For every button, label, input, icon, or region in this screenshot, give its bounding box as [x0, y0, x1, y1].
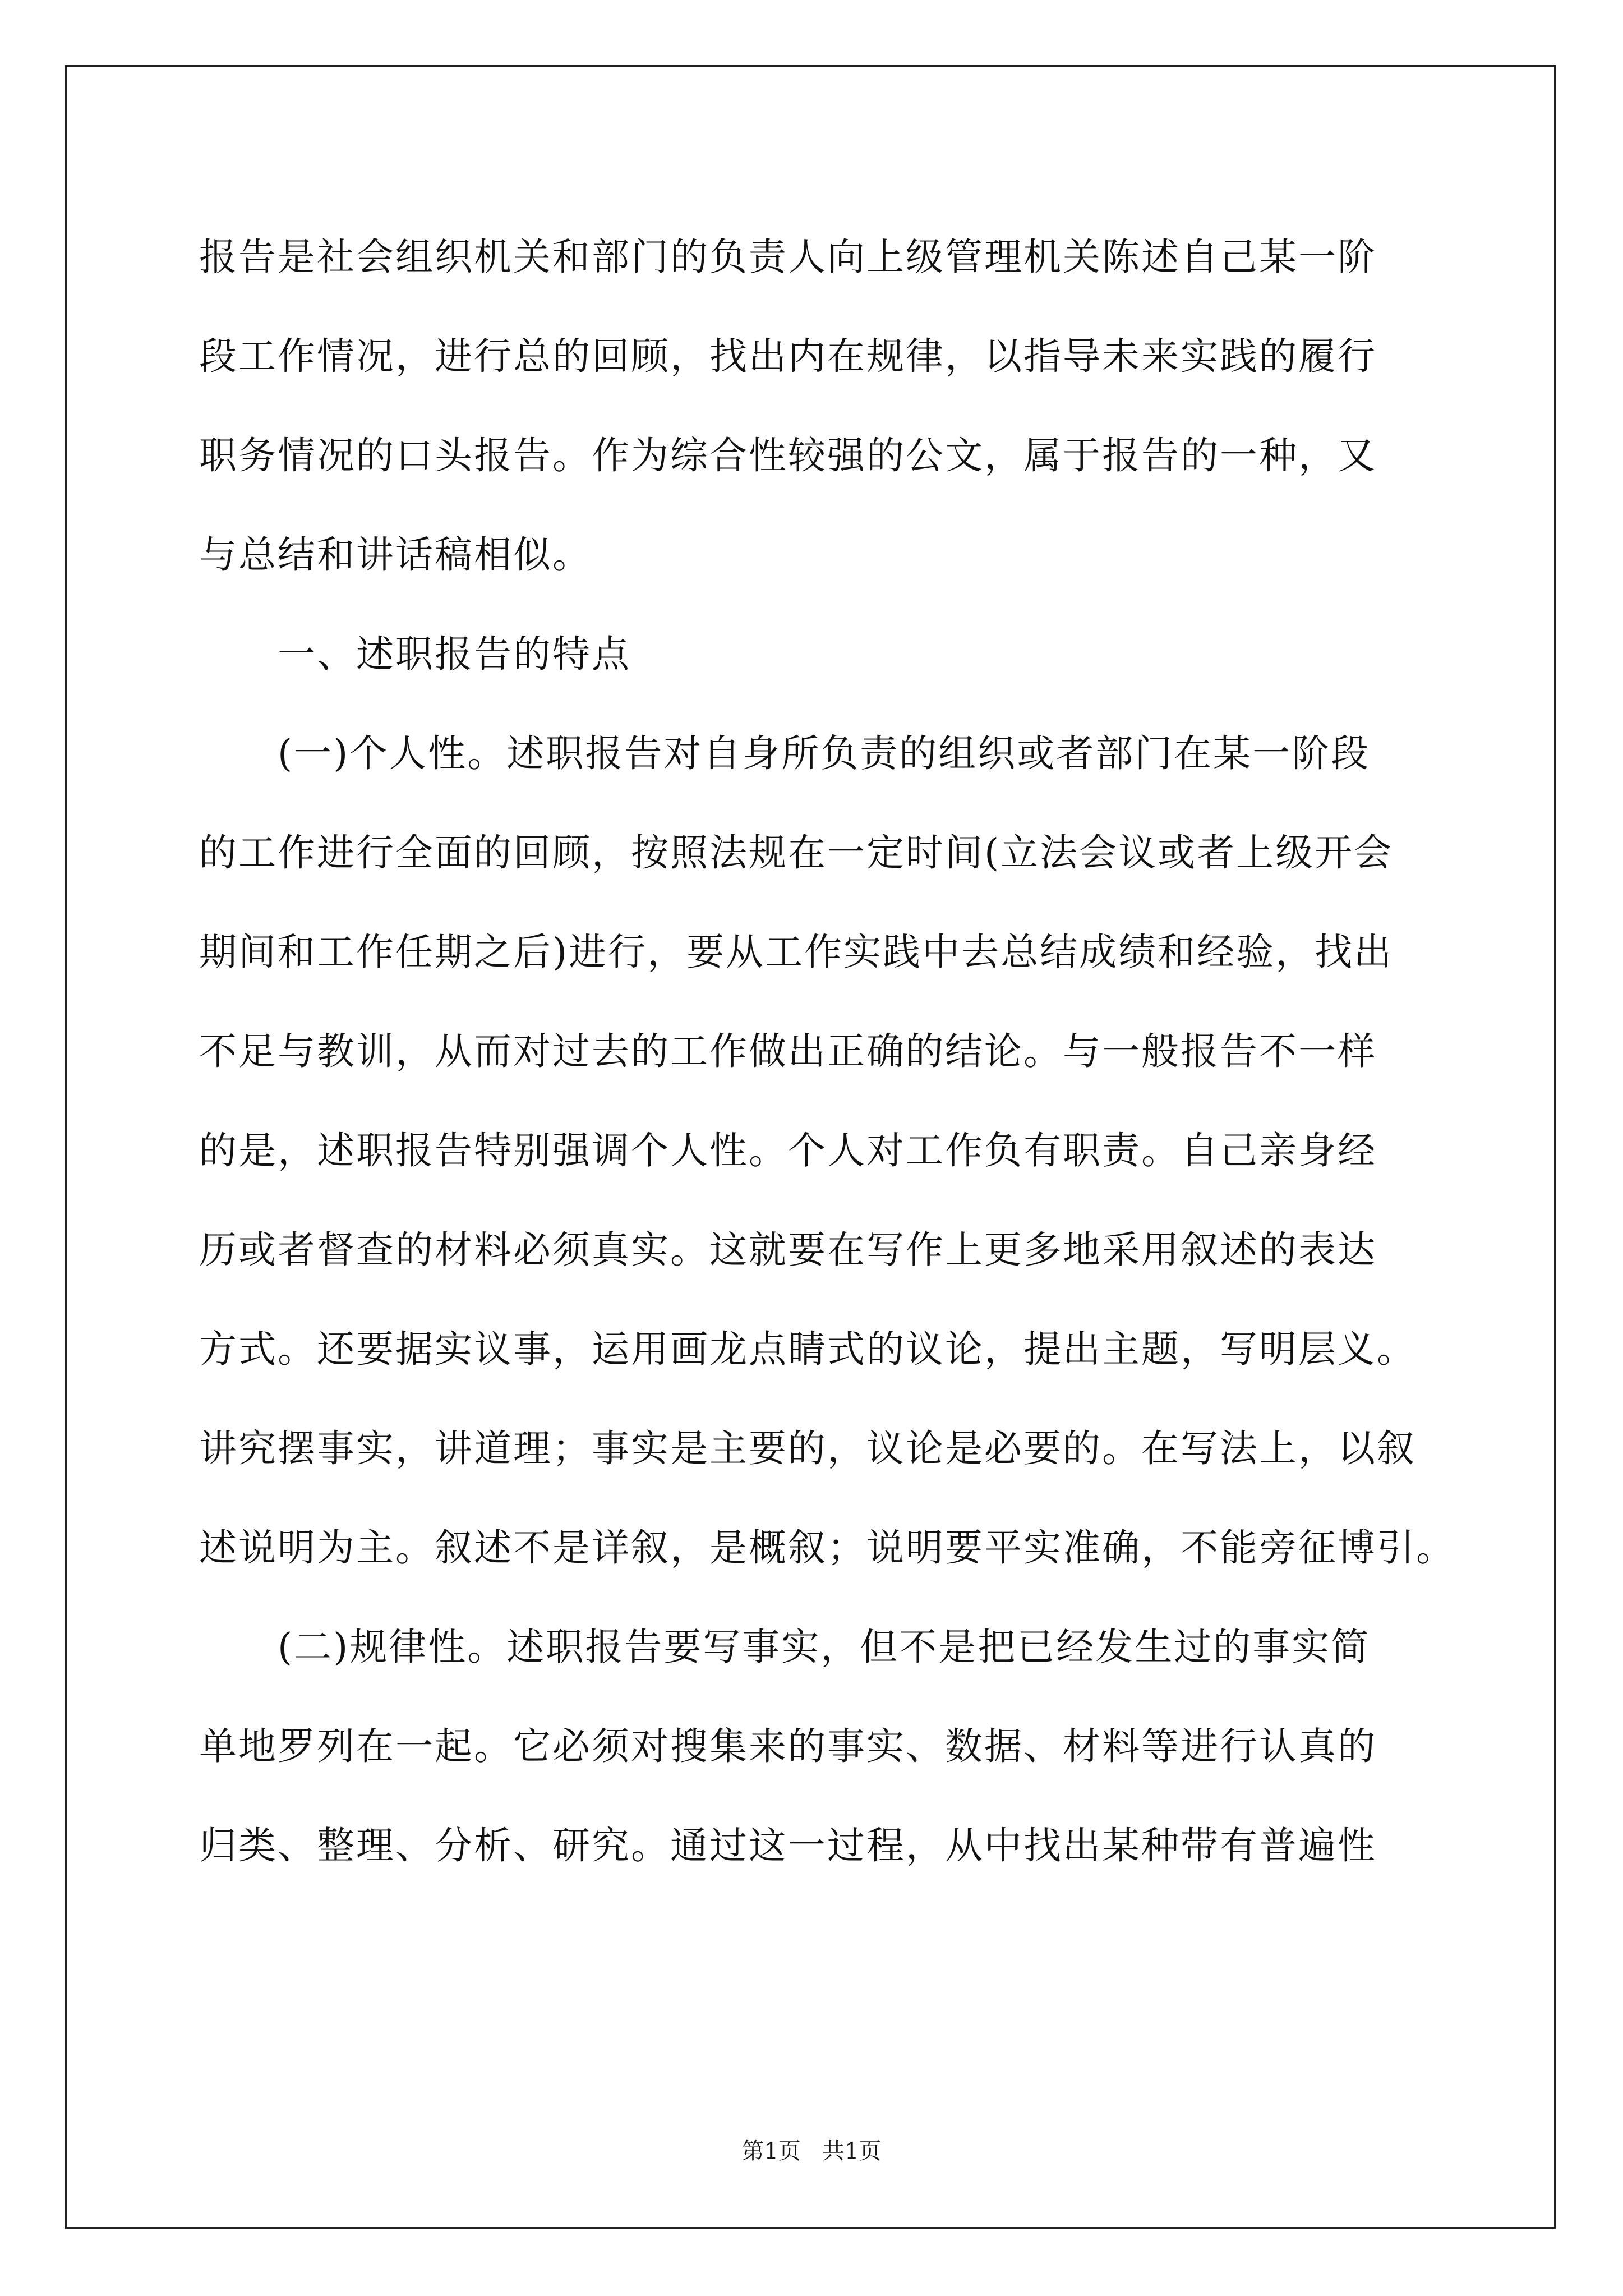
paragraph-line: (一)个人性。述职报告对自身所负责的组织或者部门在某一阶段: [278, 731, 1371, 775]
paragraph-line: 单地罗列在一起。它必须对搜集来的事实、数据、材料等进行认真的: [199, 1724, 1377, 1768]
paragraph-line: 段工作情况，进行总的回顾，找出内在规律，以指导未来实践的履行: [199, 334, 1377, 378]
paragraph-line: 的是，述职报告特别强调个人性。个人对工作负有职责。自己亲身经: [199, 1129, 1377, 1172]
document-body: [199, 208, 1455, 1895]
paragraph-line: 历或者督查的材料必须真实。这就要在写作上更多地采用叙述的表达: [199, 1228, 1377, 1272]
paragraph-line: 报告是社会组织机关和部门的负责人向上级管理机关陈述自己某一阶: [199, 235, 1377, 279]
paragraph-line: 讲究摆事实，讲道理；事实是主要的，议论是必要的。在写法上，以叙: [199, 1427, 1416, 1470]
page-number-footer: 第1页 共1页: [741, 2138, 882, 2164]
paragraph-line: 期间和工作任期之后)进行，要从工作实践中去总结成绩和经验，找出: [199, 930, 1394, 974]
paragraph-line: 归类、整理、分析、研究。通过这一过程，从中找出某种带有普遍性: [199, 1824, 1377, 1867]
paragraph-line: 述说明为主。叙述不是详叙，是概叙；说明要平实准确，不能旁征博引。: [199, 1526, 1455, 1570]
paragraph-line: 职务情况的口头报告。作为综合性较强的公文，属于报告的一种，又: [199, 434, 1377, 477]
paragraph-line: 与总结和讲话稿相似。: [199, 533, 592, 577]
paragraph-line: 的工作进行全面的回顾，按照法规在一定时间(立法会议或者上级开会: [199, 831, 1394, 875]
paragraph-line: 方式。还要据实议事，运用画龙点睛式的议论，提出主题，写明层义。: [199, 1327, 1416, 1371]
section-heading: 一、述职报告的特点: [278, 632, 631, 676]
paragraph-line: 不足与教训，从而对过去的工作做出正确的结论。与一般报告不一样: [199, 1029, 1377, 1073]
paragraph-line: (二)规律性。述职报告要写事实，但不是把已经发生过的事实简: [278, 1625, 1371, 1669]
